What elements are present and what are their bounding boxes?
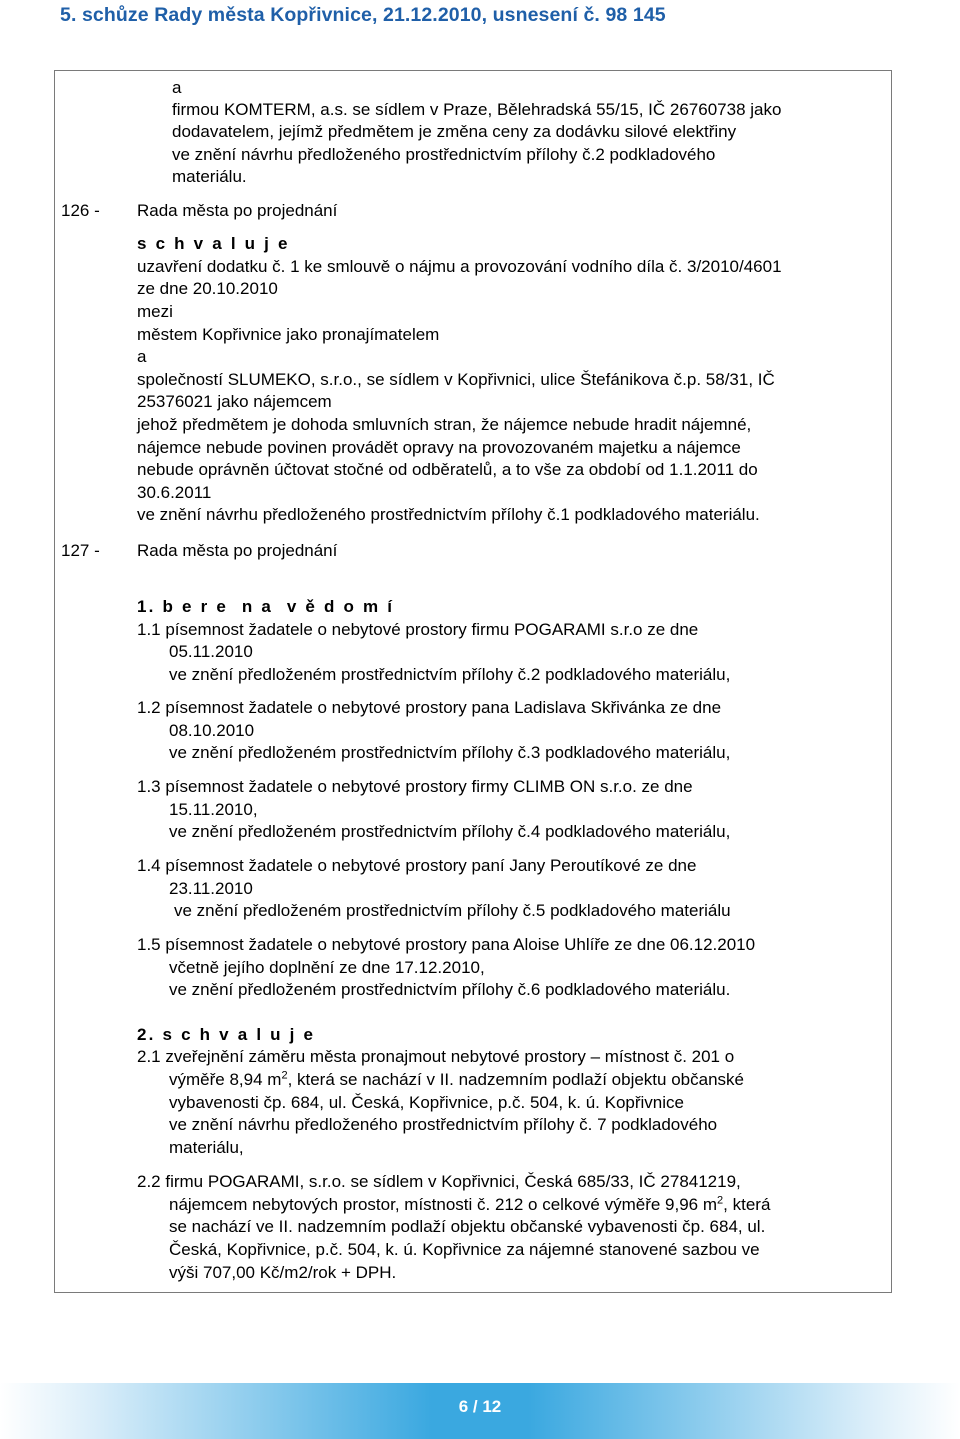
item-2-1-line: vybavenosti čp. 684, ul. Česká, Kopřivnice, p.č. 504, k. ú. Kopřivnice xyxy=(169,1093,684,1112)
item-2-2-line: Česká, Kopřivnice, p.č. 504, k. ú. Kopřivnice za nájemné stanovené sazbou ve xyxy=(169,1240,760,1259)
resolution-section-2: 2. s c h v a l u j e xyxy=(137,1025,316,1044)
item-1-2: 1.2 písemnost žadatele o nebytové prostory pana Ladislava Skřivánka ze dne xyxy=(137,698,722,717)
resolution-number: 126 - xyxy=(61,201,100,220)
resolution-text-line: jehož předmětem je dohoda smluvních stran, že nájemce nebude hradit nájemné, xyxy=(137,415,752,434)
item-1-1-date: 05.11.2010 xyxy=(169,642,253,661)
resolution-text-line: mezi xyxy=(137,302,173,321)
item-1-4: 1.4 písemnost žadatele o nebytové prostory paní Jany Peroutíkové ze dne xyxy=(137,856,697,875)
item-1-4-ref: ve znění předloženém prostřednictvím přílohy č.5 podkladového materiálu xyxy=(174,901,731,920)
resolution-text-line: 30.6.2011 xyxy=(137,483,212,502)
continuation-line: a xyxy=(172,78,182,97)
resolution-text-line: nebude oprávněn účtovat stočné od odběratelů, a to vše za období od 1.1.2011 do xyxy=(137,460,758,479)
item-2-1-line: výměře 8,94 $m^2$, která se nachází v II. nadzemním podlaží objektu občanské xyxy=(169,1069,744,1089)
page-title: 5. schůze Rady města Kopřivnice, 21.12.2010, usnesení č. 98 145 xyxy=(60,4,666,26)
resolution-number: 127 - xyxy=(61,541,100,560)
item-1-4-date: 23.11.2010 xyxy=(169,879,253,898)
resolution-text-line: ve znění návrhu předloženého prostřednictvím přílohy č.1 podkladového materiálu. xyxy=(137,505,760,524)
continuation-line: materiálu. xyxy=(172,167,247,186)
item-1-3: 1.3 písemnost žadatele o nebytové prostory firmy CLIMB ON s.r.o. ze dne xyxy=(137,777,693,796)
item-2-2-line: se nachází ve II. nadzemním podlaží objektu občanské vybavenosti čp. 684, ul. xyxy=(169,1217,766,1236)
resolution-text-line: nájemce nebude povinen provádět opravy na provozovaném majetku a nájemce xyxy=(137,438,741,457)
continuation-line: dodavatelem, jejímž předmětem je změna ceny za dodávku silové elektřiny xyxy=(172,122,737,141)
item-2-2: 2.2 firmu POGARAMI, s.r.o. se sídlem v Kopřivnici, Česká 685/33, IČ 27841219, xyxy=(137,1172,741,1191)
item-2-1-line: materiálu, xyxy=(169,1138,244,1157)
item-1-2-date: 08.10.2010 xyxy=(169,721,255,740)
page-number: 6 / 12 xyxy=(458,1397,502,1416)
item-1-5-date: včetně jejího doplnění ze dne 17.12.2010, xyxy=(169,958,485,977)
item-2-2-line: nájemcem nebytových prostor, místnosti č. 212 o celkové výměře 9,96 $m^2$, která xyxy=(169,1194,771,1214)
resolution-text-line: a xyxy=(137,347,147,366)
item-1-5: 1.5 písemnost žadatele o nebytové prostory pana Aloise Uhlíře ze dne 06.12.2010 xyxy=(137,935,756,954)
continuation-line: ve znění návrhu předloženého prostřednictvím přílohy č.2 podkladového xyxy=(172,145,716,164)
resolution-text-line: městem Kopřivnice jako pronajímatelem xyxy=(137,325,440,344)
item-1-5-ref: ve znění předloženém prostřednictvím přílohy č.6 podkladového materiálu. xyxy=(169,980,731,999)
resolution-text-line: ze dne 20.10.2010 xyxy=(137,279,278,298)
item-2-1: 2.1 zveřejnění záměru města pronajmout nebytové prostory – místnost č. 201 o xyxy=(137,1047,735,1066)
resolution-verb: s c h v a l u j e xyxy=(137,234,290,253)
resolution-text-line: společností SLUMEKO, s.r.o., se sídlem v Kopřivnici, ulice Štefánikova č.p. 58/31, IČ xyxy=(137,370,775,389)
resolution-heading: Rada města po projednání xyxy=(137,201,338,220)
continuation-line: firmou KOMTERM, a.s. se sídlem v Praze, Bělehradská 55/15, IČ 26760738 jako xyxy=(172,100,782,119)
item-1-2-ref: ve znění předloženém prostřednictvím přílohy č.3 podkladového materiálu, xyxy=(169,743,731,762)
item-1-3-date: 15.11.2010, xyxy=(169,800,258,819)
item-1-1: 1.1 písemnost žadatele o nebytové prostory firmu POGARAMI s.r.o ze dne xyxy=(137,620,699,639)
item-1-1-ref: ve znění předloženém prostřednictvím přílohy č.2 podkladového materiálu, xyxy=(169,665,731,684)
item-1-3-ref: ve znění předloženém prostřednictvím přílohy č.4 podkladového materiálu, xyxy=(169,822,731,841)
item-2-1-line: ve znění návrhu předloženého prostřednictvím přílohy č. 7 podkladového xyxy=(169,1115,718,1134)
item-2-2-line: výši 707,00 Kč/m2/rok + DPH. xyxy=(169,1263,397,1282)
resolution-heading: Rada města po projednání xyxy=(137,541,338,560)
resolution-text-line: 25376021 jako nájemcem xyxy=(137,392,332,411)
resolution-section-1: 1. b e r e n a v ě d o m í xyxy=(137,597,395,616)
resolution-text-line: uzavření dodatku č. 1 ke smlouvě o nájmu a provozování vodního díla č. 3/2010/4601 xyxy=(137,257,782,276)
